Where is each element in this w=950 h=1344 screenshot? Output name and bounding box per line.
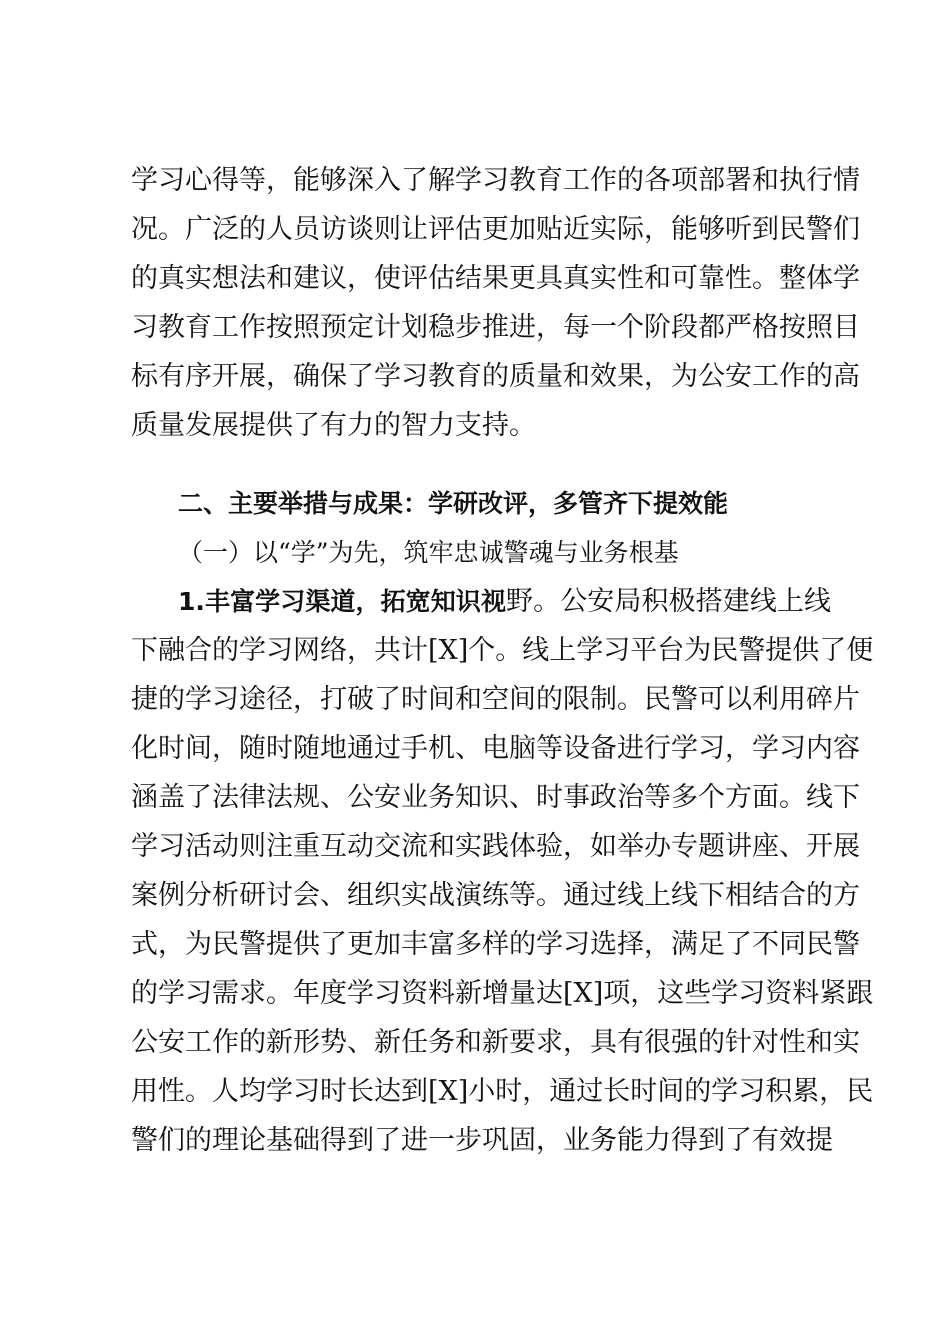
paragraph-line: 学习活动则注重互动交流和实践体验，如举办专题讲座、开展	[131, 831, 860, 862]
paragraph-line: 涵盖了法律法规、公安业务知识、时事政治等多个方面。线下	[131, 782, 860, 813]
item-first-line	[178, 578, 831, 626]
paragraph-line: 公安工作的新形势、新任务和新要求，具有很强的针对性和实	[131, 1027, 860, 1058]
paragraph-line: 下融合的学习网络，共计[X]个。线上学习平台为民警提供了便	[131, 635, 874, 666]
paragraph-line: 标有序开展，确保了学习教育的质量和效果，为公安工作的高	[131, 361, 860, 392]
item-bold-lead: 1.丰富学习渠道，拓宽知识视	[178, 587, 507, 616]
paragraph-line: 案例分析研讨会、组织实战演练等。通过线上线下相结合的方	[131, 880, 860, 911]
paragraph-line: 用性。人均学习时长达到[X]小时，通过长时间的学习积累，民	[131, 1076, 874, 1107]
paragraph-line: 的真实想法和建议，使评估结果更具真实性和可靠性。整体学	[131, 263, 860, 294]
paragraph-line: 学习心得等，能够深入了解学习教育工作的各项部署和执行情	[131, 165, 860, 196]
paragraph-line: 习教育工作按照预定计划稳步推进，每一个阶段都严格按照目	[131, 312, 860, 343]
section-heading: 二、主要举措与成果：学研改评，多管齐下提效能	[178, 489, 729, 518]
subsection-heading: （一）以“学”为先，筑牢忠诚警魂与业务根基	[178, 538, 679, 567]
paragraph-line: 的学习需求。年度学习资料新增量达[X]项，这些学习资料紧跟	[131, 978, 874, 1009]
paragraph-line: 捷的学习途径，打破了时间和空间的限制。民警可以利用碎片	[131, 684, 860, 715]
paragraph-line: 质量发展提供了有力的智力支持。	[131, 410, 536, 441]
item-first-line-rest: 野。公安局积极搭建线上线	[506, 586, 831, 617]
paragraph-line: 化时间，随时随地通过手机、电脑等设备进行学习，学习内容	[131, 733, 860, 764]
paragraph-line: 况。广泛的人员访谈则让评估更加贴近实际，能够听到民警们	[131, 214, 860, 245]
paragraph-line: 式，为民警提供了更加丰富多样的学习选择，满足了不同民警	[131, 929, 860, 960]
paragraph-line: 警们的理论基础得到了进一步巩固，业务能力得到了有效提	[131, 1125, 833, 1156]
